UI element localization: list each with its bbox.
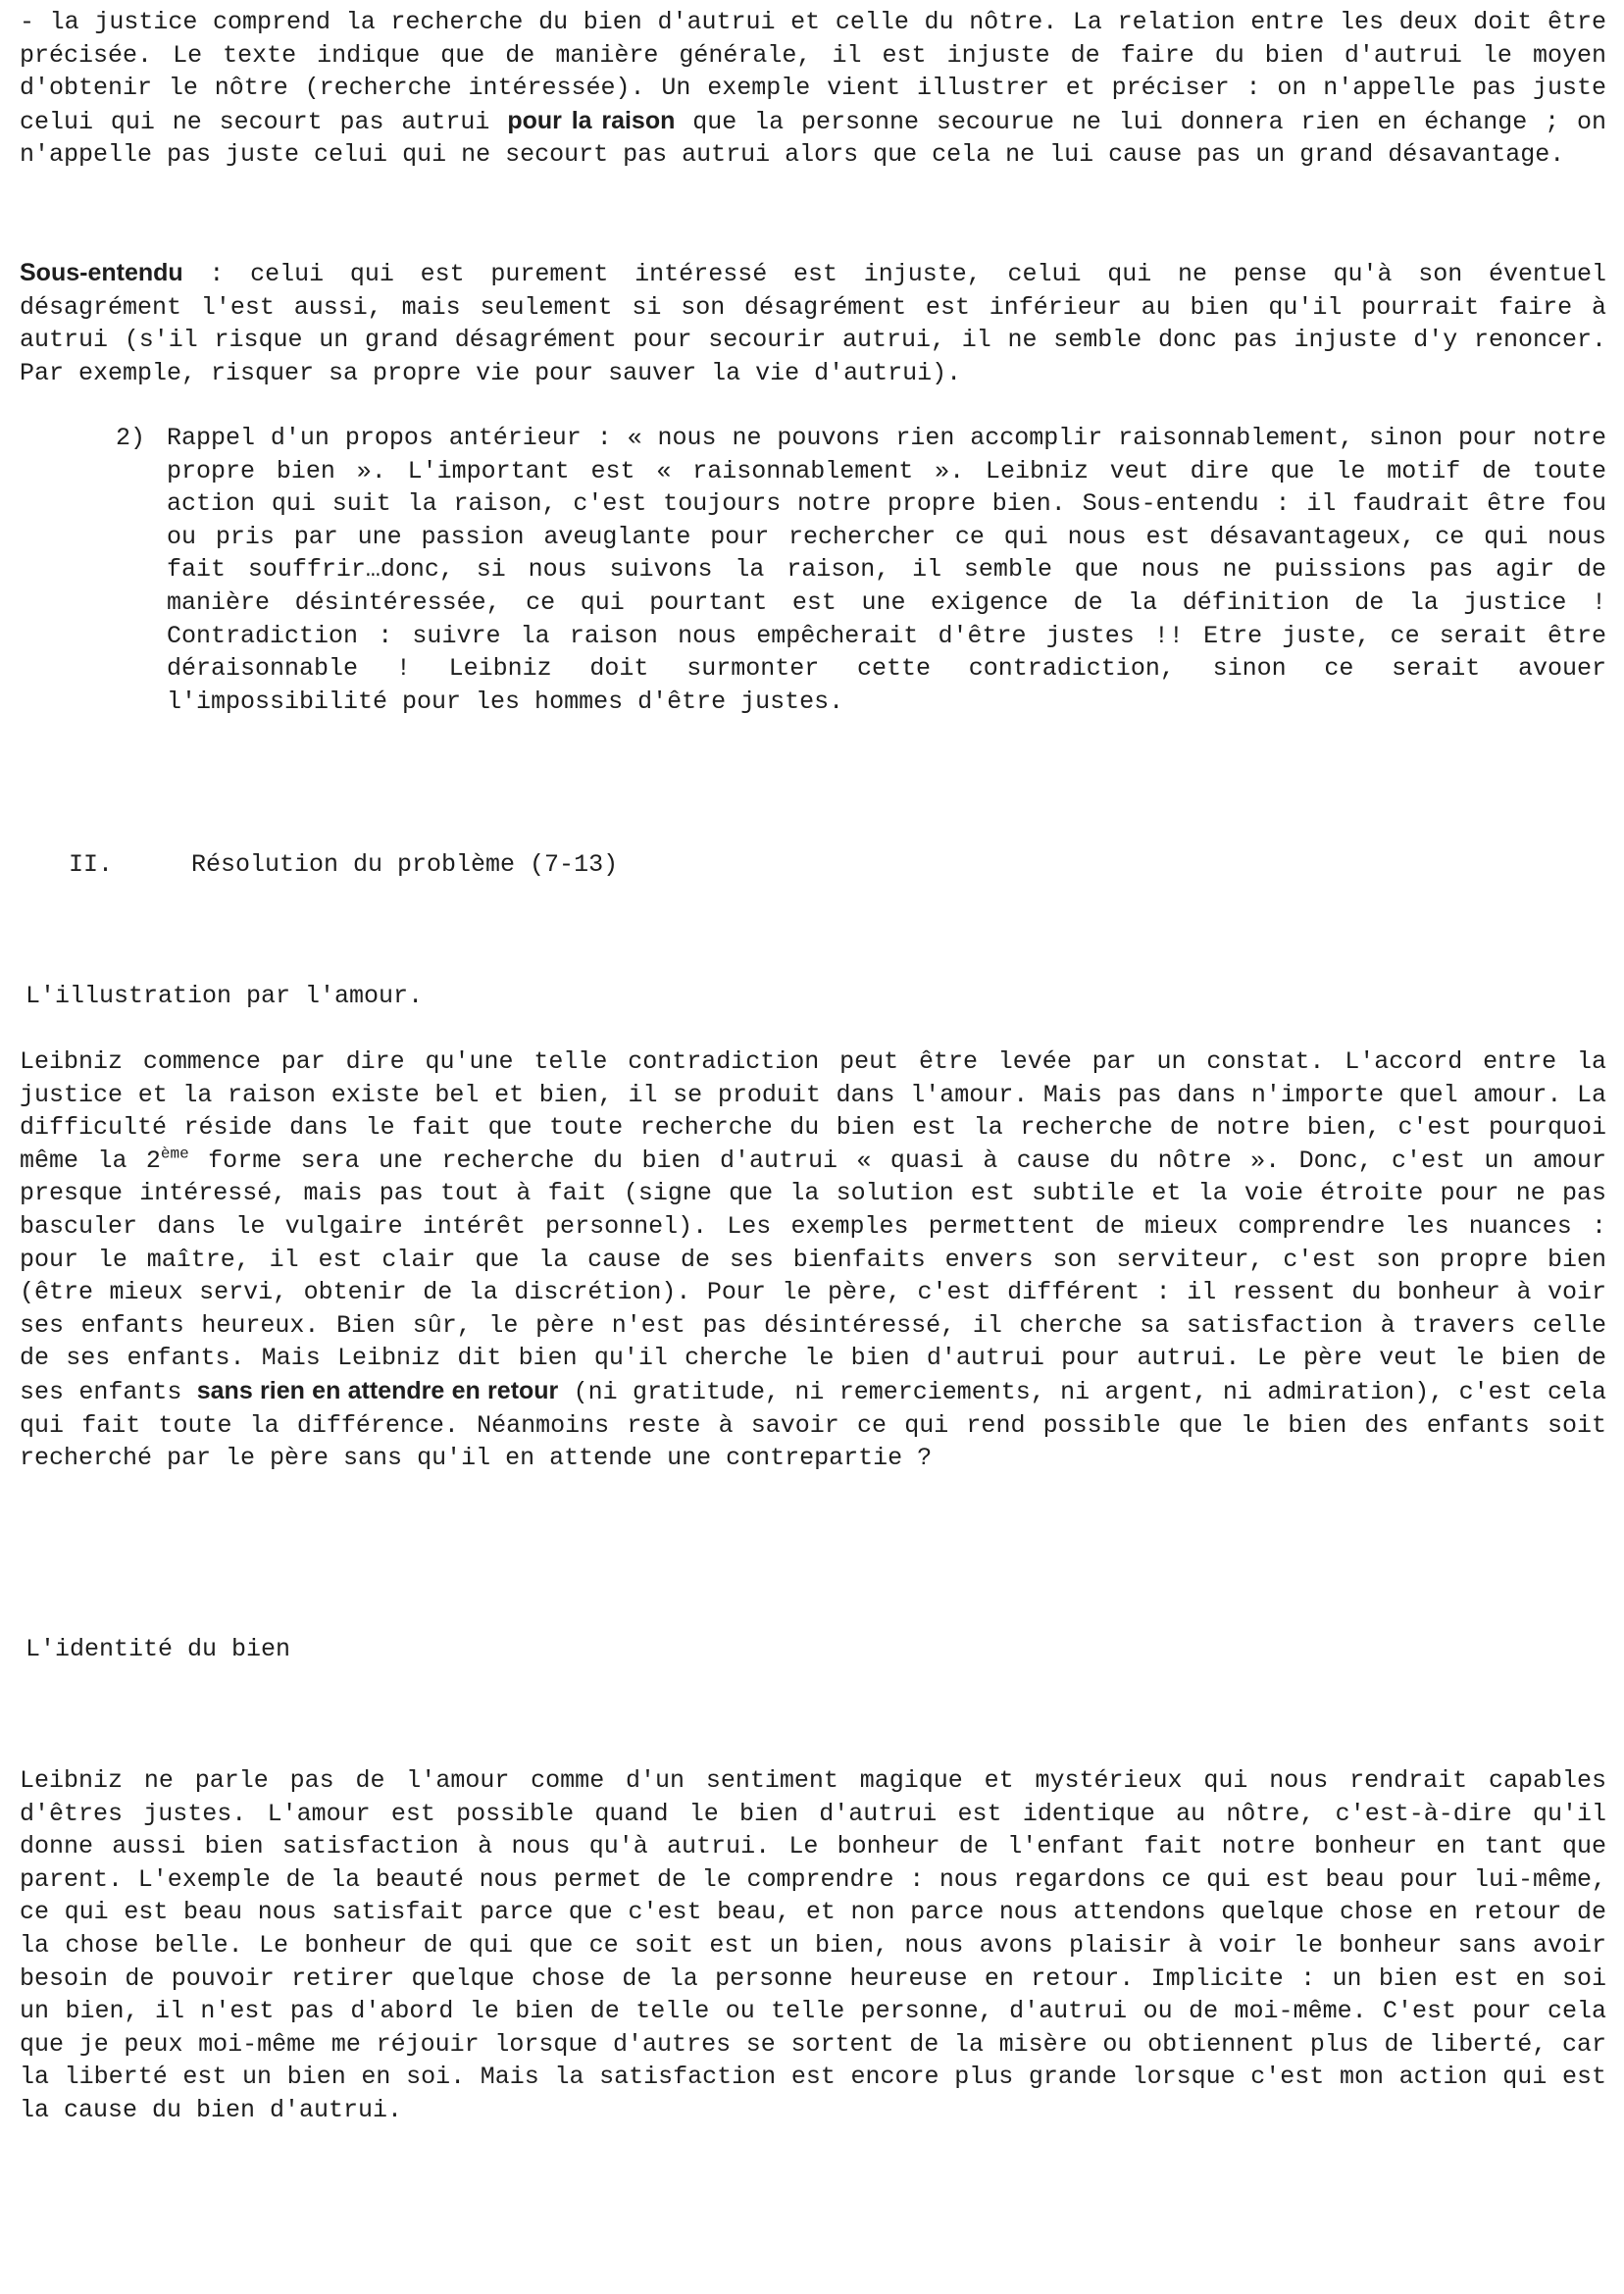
list-number: 2) bbox=[116, 424, 146, 452]
section-heading-ii bbox=[69, 848, 619, 882]
text-run: : celui qui est purement intéressé est injuste, celui qui ne pense qu'à son éventuel désagrément l'est aussi, mais seulement si son désagrément est inférieur au bien qu'il pourrait faire à autrui (s'il risque un grand désagrément pour secourir autrui, il ne semble donc pas injuste d'y renoncer. Par exemple, risquer sa propre vie pour sauver la vie d'autrui). bbox=[20, 260, 1606, 387]
text-run: que la personne secourue ne lui donnera rien en échange ; on n'appelle pas juste celui qui ne secourt pas autrui alors que cela ne lui cause pas un grand désavantage. bbox=[20, 107, 1607, 170]
text-run: (ni gratitude, ni remerciements, ni argent, ni admiration), c'est cela qui fait toute la différence. Néanmoins reste à savoir ce qui rend possible que le bien des enfants soit recherché par le père sans qu'il en attende une contrepartie ? bbox=[20, 1377, 1606, 1473]
superscript: ème bbox=[160, 1145, 189, 1163]
bold-phrase: sans rien en attendre en retour bbox=[196, 1376, 559, 1404]
paragraph-identite-bien: Leibniz ne parle pas de l'amour comme d'un sentiment magique et mystérieux qui nous rendrait capables d'êtres justes. L'amour est possible quand le bien d'autrui est identique au nôtre, c'est-à-dire qu'il donne aussi bien satisfaction à nous qu'à autrui. Le bonheur de l'enfant fait notre bonheur en tant que parent. L'exemple de la beauté nous permet de le comprendre : nous regardons ce qui est beau pour lui-même, ce qui est beau nous satisfait parce que c'est beau, et non parce nous attendons quelque chose en retour de la chose belle. Le bonheur de qui que ce soit est un bien, nous avons plaisir à voir le bonheur sans avoir besoin de pouvoir retirer quelque chose de la personne heureuse en retour. Implicite : un bien est en soi un bien, il n'est pas d'abord le bien de telle ou telle personne, d'autrui ou de moi-même. C'est pour cela que je peux moi-même me réjouir lorsque d'autres se sortent de la misère ou obtiennent plus de liberté, car la liberté est un bien en soi. Mais la satisfaction est encore plus grande lorsque c'est mon action qui est la cause du bien d'autrui. bbox=[20, 1766, 1606, 2124]
text-run: - la justice comprend la recherche du bien d'autrui et celle du nôtre. La relation entre les deux doit être précisée. Le texte indique que de manière générale, il est injuste de faire du bien d'autrui le moyen d'obtenir le nôtre (recherche intéressée). Un exemple vient illustrer et préciser : on n'appelle pas juste celui qui ne secourt pas autrui bbox=[20, 8, 1606, 136]
section-numeral: II. bbox=[69, 850, 114, 879]
list-item-text: Rappel d'un propos antérieur : « nous ne pouvons rien accomplir raisonnablement, sinon pour notre propre bien ». L'important est « raisonnablement ». Leibniz veut dire que le motif de toute action qui suit la raison, c'est toujours notre propre bien. Sous-entendu : il faudrait être fou ou pris par une passion aveuglante pour rechercher ce qui nous est désavantageux, ce qui nous fait souffrir…donc, si nous suivons la raison, il semble que nous ne puissions pas agir de manière désintéressée, ce qui pourtant est une exigence de la définition de la justice ! Contradiction : suivre la raison nous empêcherait d'être justes !! Etre juste, ce serait être déraisonnable ! Leibniz doit surmonter cette contradiction, sinon ce serait avouer l'impossibilité pour les hommes d'être justes. bbox=[167, 424, 1606, 716]
subheading-identite-bien: L'identité du bien bbox=[25, 1635, 291, 1663]
bold-label: Sous-entendu bbox=[20, 259, 183, 286]
numbered-list-item-2 bbox=[116, 422, 1606, 718]
paragraph-leibniz-amour bbox=[20, 1045, 1606, 1475]
bold-phrase: pour la raison bbox=[507, 106, 676, 134]
text-run: Leibniz commence par dire qu'une telle contradiction peut être levée par un constat. L'accord entre la justice et la raison existe bel et bien, il se produit dans l'amour. Mais pas dans n'importe quel amour. La difficulté réside dans le fait que toute recherche du bien est la recherche de notre bien, c'est pourquoi même la 2 bbox=[20, 1047, 1606, 1175]
paragraph-justice-relation bbox=[20, 6, 1606, 172]
text-run: forme sera une recherche du bien d'autrui « quasi à cause du nôtre ». Donc, c'est un amour presque intéressé, mais pas tout à fait (signe que la solution est subtile et la voie étroite pour ne pas basculer dans le vulgaire intérêt personnel). Les exemples permettent de mieux comprendre les nuances : pour le maître, il est clair que la cause de ses bienfaits envers son serviteur, c'est son propre bien (être mieux servi, obtenir de la discrétion). Pour le père, c'est différent : il ressent du bonheur à voir ses enfants heureux. Bien sûr, le père n'est pas désintéressé, il cherche sa satisfaction à travers celle de ses enfants. Mais Leibniz dit bien qu'il cherche le bien d'autrui pour autrui. Le père veut le bien de ses enfants bbox=[20, 1146, 1606, 1406]
section-title: Résolution du problème (7-13) bbox=[191, 850, 619, 879]
paragraph-sous-entendu bbox=[20, 257, 1606, 389]
subheading-illustration-amour: L'illustration par l'amour. bbox=[25, 982, 424, 1010]
